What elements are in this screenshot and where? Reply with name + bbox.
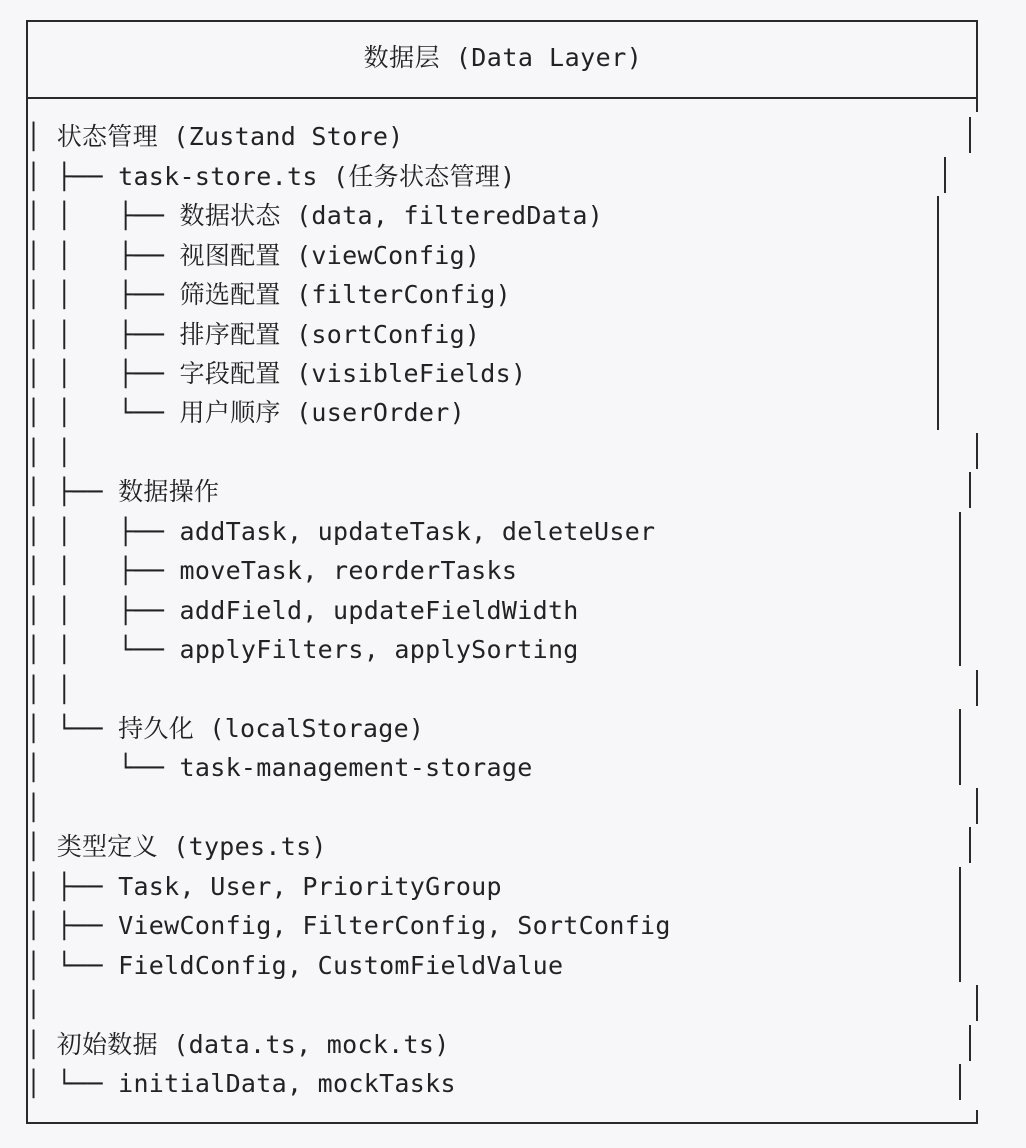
diagram-title: 数据层 (Data Layer) [363,43,643,72]
right-border-segment [969,827,971,863]
diagram-line: │ │ ├── 字段配置 (visibleFields) [26,359,527,388]
frame-bottom-right-tick [976,1110,978,1122]
diagram-line: │ ├── task-store.ts (任务状态管理) [26,162,516,191]
right-border-segment [969,1025,971,1061]
right-border-segment [959,512,961,666]
diagram-line: │ │ ├── 筛选配置 (filterConfig) [26,280,511,309]
right-border-segment [959,867,961,982]
diagram-line: │ │ ├── moveTask, reorderTasks [26,556,518,585]
diagram-line: │ ├── Task, User, PriorityGroup [26,872,502,901]
diagram-line: │ └── task-management-storage [26,753,533,782]
frame-header-divider [26,97,978,99]
diagram-line: │ └── initialData, mockTasks [26,1069,456,1098]
diagram-line: │ └── FieldConfig, CustomFieldValue [26,951,564,980]
right-border-segment [959,709,961,785]
diagram-line: │ [26,793,42,822]
diagram-line: │ └── 持久化 (localStorage) [26,714,425,743]
diagram-line: │ │ ├── 视图配置 (viewConfig) [26,241,481,270]
diagram-line: │ │ ├── 数据状态 (data, filteredData) [26,201,604,230]
diagram-line: │ │ └── applyFilters, applySorting [26,635,579,664]
right-border-segment [976,985,978,1021]
diagram-line: │ ├── ViewConfig, FilterConfig, SortConfig [26,911,671,940]
diagram-line: │ [26,990,42,1019]
frame-bottom [26,1122,978,1124]
diagram-line: │ 初始数据 (data.ts, mock.ts) [26,1030,450,1059]
frame-top [26,20,978,22]
right-border-segment [959,1064,961,1100]
diagram-line: │ │ ├── 排序配置 (sortConfig) [26,320,481,349]
right-border-segment [944,157,946,193]
right-border-segment [976,670,978,706]
diagram-line: │ │ └── 用户顺序 (userOrder) [26,398,465,427]
right-border-segment [976,788,978,824]
diagram-line: │ │ ├── addTask, updateTask, deleteUser [26,517,656,546]
diagram-line: │ 类型定义 (types.ts) [26,832,327,861]
diagram-line: │ 状态管理 (Zustand Store) [26,122,404,151]
diagram-line: │ ├── 数据操作 [26,477,220,506]
diagram-line: │ │ ├── addField, updateFieldWidth [26,596,579,625]
diagram-line: │ │ [26,438,73,467]
right-border-segment [969,117,971,153]
right-border-segment [976,433,978,469]
diagram-line: │ │ [26,675,73,704]
right-border-segment [969,472,971,508]
right-border-segment [937,196,939,430]
